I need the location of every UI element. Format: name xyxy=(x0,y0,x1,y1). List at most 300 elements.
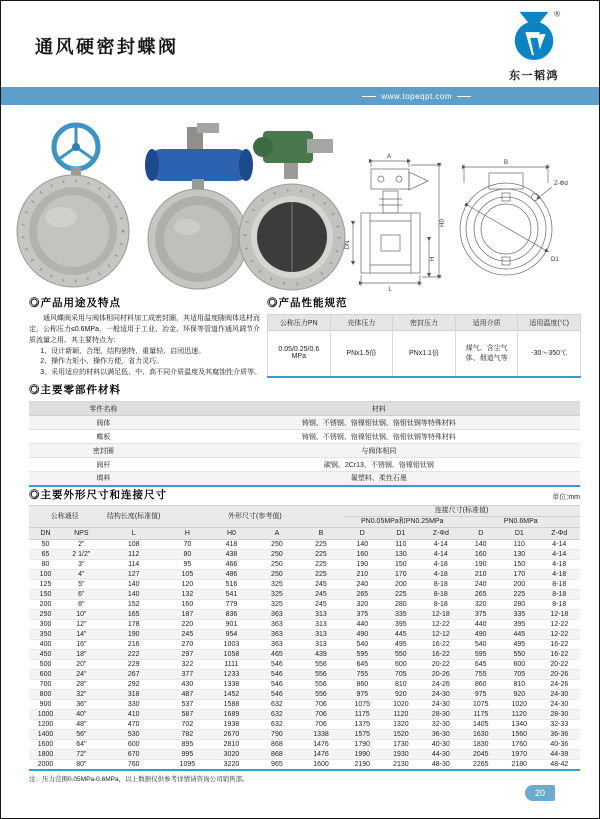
table-cell: 1830 xyxy=(461,740,500,750)
table-cell: 127 xyxy=(101,570,167,580)
perf-col-header: 密封压力 xyxy=(393,315,456,331)
col-header: D xyxy=(343,528,382,540)
table-cell: 706 xyxy=(299,700,343,710)
table-cell: 48-42 xyxy=(539,760,580,771)
table-cell: 705 xyxy=(382,670,421,680)
section-performance xyxy=(267,295,581,378)
table-cell: 1000 xyxy=(29,710,62,720)
table-cell: 755 xyxy=(343,670,382,680)
valve-photo-electric xyxy=(239,131,345,290)
table-cell: 氟塑料、柔性石墨 xyxy=(178,472,580,486)
table-cell: 313 xyxy=(299,610,343,620)
table-cell: 300 xyxy=(29,620,62,630)
table-cell: 190 xyxy=(461,560,500,570)
table-cell: 250 xyxy=(255,560,299,570)
table-cell: 1689 xyxy=(208,710,255,720)
table-cell: 540 xyxy=(343,640,382,650)
table-row xyxy=(29,610,580,620)
table-cell: 438 xyxy=(208,550,255,560)
table-cell: 24-30 xyxy=(539,690,580,700)
band-dash-left xyxy=(362,96,376,97)
table-cell: 1520 xyxy=(382,730,421,740)
table-cell: 2045 xyxy=(461,750,500,760)
table-cell: 200 xyxy=(500,580,539,590)
table-cell: 1600 xyxy=(29,740,62,750)
table-cell: 1111 xyxy=(208,660,255,670)
table-cell: 439 xyxy=(299,650,343,660)
table-cell: 20" xyxy=(62,660,101,670)
perf-col-header: 适用温度(℃) xyxy=(518,315,581,331)
table-cell: 64" xyxy=(62,740,101,750)
table-cell: 24-26 xyxy=(539,680,580,690)
table-cell: 1175 xyxy=(343,710,382,720)
table-cell: 440 xyxy=(343,620,382,630)
page-number-badge: 20 xyxy=(525,785,555,801)
table-row xyxy=(29,700,580,710)
table-cell: 112 xyxy=(101,550,167,560)
table-cell: 140 xyxy=(343,540,382,550)
table-cell: 335 xyxy=(382,610,421,620)
table-cell: 105 xyxy=(167,570,208,580)
table-cell: 8-18 xyxy=(420,600,461,610)
table-cell: 1340 xyxy=(500,720,539,730)
section-features xyxy=(29,295,264,379)
table-cell: 10" xyxy=(62,610,101,620)
table-cell: 395 xyxy=(382,620,421,630)
table-row xyxy=(29,560,580,570)
table-cell: 160 xyxy=(167,600,208,610)
table-cell: 267 xyxy=(101,670,167,680)
table-cell: 1476 xyxy=(299,740,343,750)
table-cell: 4-18 xyxy=(420,560,461,570)
table-row xyxy=(29,416,580,430)
table-cell: 2000 xyxy=(29,760,62,771)
table-cell: 蝶板 xyxy=(29,430,178,444)
section-materials xyxy=(29,382,580,487)
table-cell: 80 xyxy=(29,560,62,570)
table-cell: 225 xyxy=(299,560,343,570)
band-dash-right xyxy=(457,96,471,97)
group-header-pn-high: PN0.6MPa xyxy=(461,517,580,528)
table-cell: 20-22 xyxy=(539,660,580,670)
table-cell: 702 xyxy=(167,720,208,730)
table-cell: 6" xyxy=(62,590,101,600)
dim-label-A: A xyxy=(386,154,392,160)
table-cell: 1003 xyxy=(208,640,255,650)
table-cell: 80 xyxy=(167,550,208,560)
table-cell: 110 xyxy=(382,540,421,550)
table-cell: 114 xyxy=(101,560,167,570)
table-cell: 645 xyxy=(343,660,382,670)
table-cell: 28" xyxy=(62,680,101,690)
table-cell: 1575 xyxy=(343,730,382,740)
table-cell: 4" xyxy=(62,570,101,580)
table-cell: 313 xyxy=(299,620,343,630)
performance-table xyxy=(267,314,581,378)
table-cell: 28-30 xyxy=(420,710,461,720)
table-cell: 32" xyxy=(62,690,101,700)
table-cell: 546 xyxy=(255,660,299,670)
table-cell: 32-30 xyxy=(420,720,461,730)
group-header-connection: 连接尺寸(标准值) xyxy=(343,506,580,517)
table-cell: 2180 xyxy=(500,760,539,771)
table-cell: 108 xyxy=(101,540,167,550)
table-cell: 600 xyxy=(29,670,62,680)
features-item-2: 2、操作力矩小、操作方便，省力灵巧。 xyxy=(40,358,164,366)
table-cell: 190 xyxy=(101,630,167,640)
table-cell: 4-18 xyxy=(420,570,461,580)
table-cell: 碳钢、2Cr13、不锈钢、铬镍钼钛钢 xyxy=(178,458,580,472)
table-cell: 706 xyxy=(299,720,343,730)
table-cell: 1120 xyxy=(500,710,539,720)
table-cell: 975 xyxy=(343,690,382,700)
col-header: L xyxy=(101,528,167,540)
table-cell: 40" xyxy=(62,710,101,720)
table-cell: 1075 xyxy=(461,700,500,710)
materials-title: ◎主要零部件材料 xyxy=(29,384,121,396)
table-cell: 130 xyxy=(382,550,421,560)
table-cell: 4-14 xyxy=(539,540,580,550)
table-cell: 65 xyxy=(29,550,62,560)
table-cell: 229 xyxy=(101,660,167,670)
table-cell: 225 xyxy=(382,590,421,600)
table-cell: 140 xyxy=(461,540,500,550)
table-cell: 487 xyxy=(167,690,208,700)
table-cell: 546 xyxy=(255,670,299,680)
features-title: ◎产品用途及特点 xyxy=(29,297,121,309)
table-cell: 120 xyxy=(167,580,208,590)
table-cell: 170 xyxy=(382,570,421,580)
table-row xyxy=(29,660,580,670)
table-cell: 466 xyxy=(208,560,255,570)
logo-icon xyxy=(505,9,563,61)
table-cell: 540 xyxy=(461,640,500,650)
table-cell: 16-22 xyxy=(420,650,461,660)
materials-table xyxy=(29,401,580,487)
table-cell: 245 xyxy=(299,600,343,610)
table-cell: 210 xyxy=(461,570,500,580)
table-cell: 4-14 xyxy=(420,550,461,560)
unit-label: 单位:mm xyxy=(552,494,580,501)
table-cell: 160 xyxy=(343,550,382,560)
table-cell: 320 xyxy=(461,600,500,610)
table-cell: 200 xyxy=(29,600,62,610)
col-header: B xyxy=(299,528,343,540)
group-header-length: 结构长度(标准值) xyxy=(101,506,167,528)
table-cell: 465 xyxy=(255,650,299,660)
table-cell: 1020 xyxy=(382,700,421,710)
table-cell: 8-18 xyxy=(539,580,580,590)
table-cell: 265 xyxy=(343,590,382,600)
table-cell: 3" xyxy=(62,560,101,570)
table-cell: 150 xyxy=(382,560,421,570)
table-cell: 2670 xyxy=(208,730,255,740)
table-cell: 700 xyxy=(29,680,62,690)
dim-label-DN: DN xyxy=(345,240,351,250)
dim-label-B: B xyxy=(503,160,509,166)
table-cell: 1095 xyxy=(167,760,208,771)
table-cell: 1058 xyxy=(208,650,255,660)
table-cell: 24-30 xyxy=(420,690,461,700)
table-cell: 24" xyxy=(62,670,101,680)
valve-photo-handwheel xyxy=(17,125,129,287)
table-cell: 24-30 xyxy=(539,700,580,710)
table-row xyxy=(29,650,580,660)
table-row xyxy=(29,680,580,690)
table-cell: 20-26 xyxy=(420,670,461,680)
perf-col-header: 适用介质 xyxy=(455,315,518,331)
table-cell: 4-18 xyxy=(539,560,580,570)
table-cell: 550 xyxy=(500,650,539,660)
col-header: D xyxy=(461,528,500,540)
performance-title: ◎产品性能规范 xyxy=(267,297,348,309)
table-cell: 500 xyxy=(29,660,62,670)
table-cell: 375 xyxy=(461,610,500,620)
table-footnote: 注：压力范围0.05MPa-0.6MPa，以上数据仅供参考详情请咨询公司销售部。 xyxy=(29,776,249,783)
table-row xyxy=(268,331,581,377)
table-cell: 24-30 xyxy=(420,700,461,710)
table-cell: 600 xyxy=(382,660,421,670)
table-row xyxy=(29,430,580,444)
table-cell: 325 xyxy=(255,590,299,600)
table-cell: 222 xyxy=(101,650,167,660)
table-cell: 920 xyxy=(500,690,539,700)
table-cell: 5" xyxy=(62,580,101,590)
table-cell: 860 xyxy=(461,680,500,690)
dimension-drawing-front xyxy=(460,160,568,275)
table-cell: 395 xyxy=(500,620,539,630)
table-cell: 70 xyxy=(167,540,208,550)
table-cell: 556 xyxy=(299,690,343,700)
table-cell: 48-30 xyxy=(420,760,461,771)
table-cell: 782 xyxy=(167,730,208,740)
table-cell: 1990 xyxy=(343,750,382,760)
table-cell: -30～350℃ xyxy=(518,331,581,377)
table-cell: 3220 xyxy=(208,760,255,771)
table-cell: 12-22 xyxy=(420,620,461,630)
dim-label-L: L xyxy=(388,287,392,293)
materials-col-header: 零件名称 xyxy=(29,402,178,416)
table-cell: 1175 xyxy=(461,710,500,720)
table-cell: 125 xyxy=(29,580,62,590)
table-cell: 1400 xyxy=(29,730,62,740)
table-cell: 140 xyxy=(101,590,167,600)
dim-label-H0: H0 xyxy=(440,219,446,227)
table-cell: 1970 xyxy=(500,750,539,760)
table-cell: 250 xyxy=(255,540,299,550)
table-cell: 954 xyxy=(208,630,255,640)
dim-label-zphid: Z-Φd xyxy=(554,181,568,187)
table-cell: 8-18 xyxy=(539,590,580,600)
table-cell: 779 xyxy=(208,600,255,610)
col-header: H xyxy=(167,528,208,540)
table-cell: 32-33 xyxy=(539,720,580,730)
table-cell: 595 xyxy=(343,650,382,660)
table-cell: 430 xyxy=(167,680,208,690)
table-cell: 220 xyxy=(167,620,208,630)
table-cell: 790 xyxy=(255,730,299,740)
table-cell: 445 xyxy=(500,630,539,640)
table-cell: 550 xyxy=(382,650,421,660)
table-cell: 410 xyxy=(101,710,167,720)
features-item-1: 1、设计新颖、合理、结构独特、重量轻、启闭迅速。 xyxy=(40,347,206,355)
table-cell: 1233 xyxy=(208,670,255,680)
table-cell: 36" xyxy=(62,700,101,710)
table-cell: 280 xyxy=(382,600,421,610)
table-cell: 546 xyxy=(255,680,299,690)
table-cell: 546 xyxy=(255,690,299,700)
table-cell: 12-18 xyxy=(539,610,580,620)
registered-mark: ® xyxy=(554,9,560,19)
table-row xyxy=(29,720,580,730)
table-cell: 160 xyxy=(461,550,500,560)
dimension-drawing-side xyxy=(345,154,446,293)
table-cell: 72" xyxy=(62,750,101,760)
table-cell: 1452 xyxy=(208,690,255,700)
table-cell: 200 xyxy=(382,580,421,590)
group-header-outline: 外形尺寸(参考值) xyxy=(167,506,343,528)
table-cell: 1630 xyxy=(461,730,500,740)
features-intro: 通风蝶阀采用与阀体相同材料加工成密封圈，其适用温度随阀体选材而定，公称压力≤0.6MPa，一般适用于工业、冶金、环保等管道作通风调节介质流量之用。其主要特点为： xyxy=(29,315,260,344)
table-cell: 350 xyxy=(29,630,62,640)
dim-label-H: H xyxy=(430,256,436,262)
table-cell: 292 xyxy=(101,680,167,690)
company-logo xyxy=(495,9,573,83)
table-cell: 152 xyxy=(101,600,167,610)
table-cell: 325 xyxy=(255,580,299,590)
table-cell: 595 xyxy=(461,650,500,660)
table-cell: 48" xyxy=(62,720,101,730)
table-cell: 40-30 xyxy=(420,740,461,750)
table-cell: 1560 xyxy=(500,730,539,740)
table-cell: 490 xyxy=(461,630,500,640)
table-cell: 318 xyxy=(101,690,167,700)
table-cell: 80" xyxy=(62,760,101,771)
table-cell: 132 xyxy=(167,590,208,600)
table-cell: 8" xyxy=(62,600,101,610)
table-cell: 297 xyxy=(167,650,208,660)
table-cell: 0.05/0.25/0.6 MPa xyxy=(268,331,331,377)
table-row xyxy=(29,600,580,610)
table-row xyxy=(29,640,580,650)
col-header: D1 xyxy=(500,528,539,540)
table-cell: 20-22 xyxy=(420,660,461,670)
table-cell: 95 xyxy=(167,560,208,570)
table-cell: 16-22 xyxy=(539,640,580,650)
table-cell: 填料 xyxy=(29,472,178,486)
table-cell: 250 xyxy=(29,610,62,620)
table-cell: 1930 xyxy=(382,750,421,760)
table-cell: 240 xyxy=(461,580,500,590)
table-cell: 2265 xyxy=(461,760,500,771)
table-cell: 铸钢、不锈钢、铬镍钼钛钢、铬钼钛钢等特殊材料 xyxy=(178,430,580,444)
table-cell: 56" xyxy=(62,730,101,740)
table-cell: 8-18 xyxy=(539,600,580,610)
table-cell: 1320 xyxy=(382,720,421,730)
table-cell: 2 1/2" xyxy=(62,550,101,560)
table-row xyxy=(29,550,580,560)
table-cell: 363 xyxy=(255,640,299,650)
table-row xyxy=(29,670,580,680)
table-cell: 541 xyxy=(208,590,255,600)
table-row xyxy=(29,590,580,600)
table-cell: 920 xyxy=(382,690,421,700)
table-row xyxy=(29,630,580,640)
table-cell: 325 xyxy=(255,600,299,610)
table-row xyxy=(29,458,580,472)
table-cell: 706 xyxy=(299,710,343,720)
table-cell: 14" xyxy=(62,630,101,640)
table-cell: 12" xyxy=(62,620,101,630)
col-header: NPS xyxy=(62,528,101,540)
table-cell: 24-26 xyxy=(420,680,461,690)
table-cell: 1375 xyxy=(343,720,382,730)
table-cell: 245 xyxy=(167,630,208,640)
table-cell: 755 xyxy=(461,670,500,680)
table-cell: 632 xyxy=(255,700,299,710)
table-cell: 4-14 xyxy=(539,550,580,560)
table-cell: 556 xyxy=(299,670,343,680)
table-cell: 130 xyxy=(500,550,539,560)
table-cell: 36-36 xyxy=(539,730,580,740)
table-cell: 阀杆 xyxy=(29,458,178,472)
table-cell: 486 xyxy=(208,570,255,580)
table-cell: 煤气、含尘气体、烟道气等 xyxy=(455,331,518,377)
table-row xyxy=(29,760,580,771)
dimensions-title: ◎主要外形尺寸和连接尺寸 xyxy=(29,489,167,501)
table-cell: 阀体 xyxy=(29,416,178,430)
table-cell: 4-18 xyxy=(539,570,580,580)
table-cell: 250 xyxy=(255,550,299,560)
table-row xyxy=(29,570,580,580)
table-cell: PNx1.1倍 xyxy=(393,331,456,377)
table-cell: 110 xyxy=(500,540,539,550)
table-cell: 16-22 xyxy=(539,650,580,660)
table-cell: 225 xyxy=(299,540,343,550)
table-cell: 400 xyxy=(29,640,62,650)
table-cell: 1600 xyxy=(299,760,343,771)
valve-photo-pneumatic xyxy=(145,123,253,289)
table-cell: 632 xyxy=(255,720,299,730)
page-title: 通风硬密封蝶阀 xyxy=(35,37,179,57)
table-cell: PNx1.5倍 xyxy=(330,331,393,377)
table-cell: 280 xyxy=(500,600,539,610)
brand-name: 东一韬鸿 xyxy=(509,70,559,82)
table-cell: 170 xyxy=(500,570,539,580)
table-cell: 836 xyxy=(208,610,255,620)
table-cell: 1760 xyxy=(500,740,539,750)
table-cell: 313 xyxy=(299,640,343,650)
table-cell: 901 xyxy=(208,620,255,630)
table-cell: 495 xyxy=(382,640,421,650)
table-cell: 36-30 xyxy=(420,730,461,740)
table-cell: 530 xyxy=(101,730,167,740)
table-row xyxy=(29,540,580,550)
table-cell: 1075 xyxy=(343,700,382,710)
table-cell: 44-30 xyxy=(420,750,461,760)
table-cell: 250 xyxy=(255,570,299,580)
section-dimensions xyxy=(29,487,580,783)
table-cell: 1120 xyxy=(382,710,421,720)
table-cell: 2130 xyxy=(382,760,421,771)
website-url: www.topeqpt.com xyxy=(381,91,452,101)
table-row xyxy=(29,690,580,700)
table-cell: 225 xyxy=(299,570,343,580)
table-cell: 760 xyxy=(101,760,167,771)
dim-label-D1: D1 xyxy=(551,257,559,263)
table-cell: 868 xyxy=(255,740,299,750)
table-cell: 335 xyxy=(500,610,539,620)
